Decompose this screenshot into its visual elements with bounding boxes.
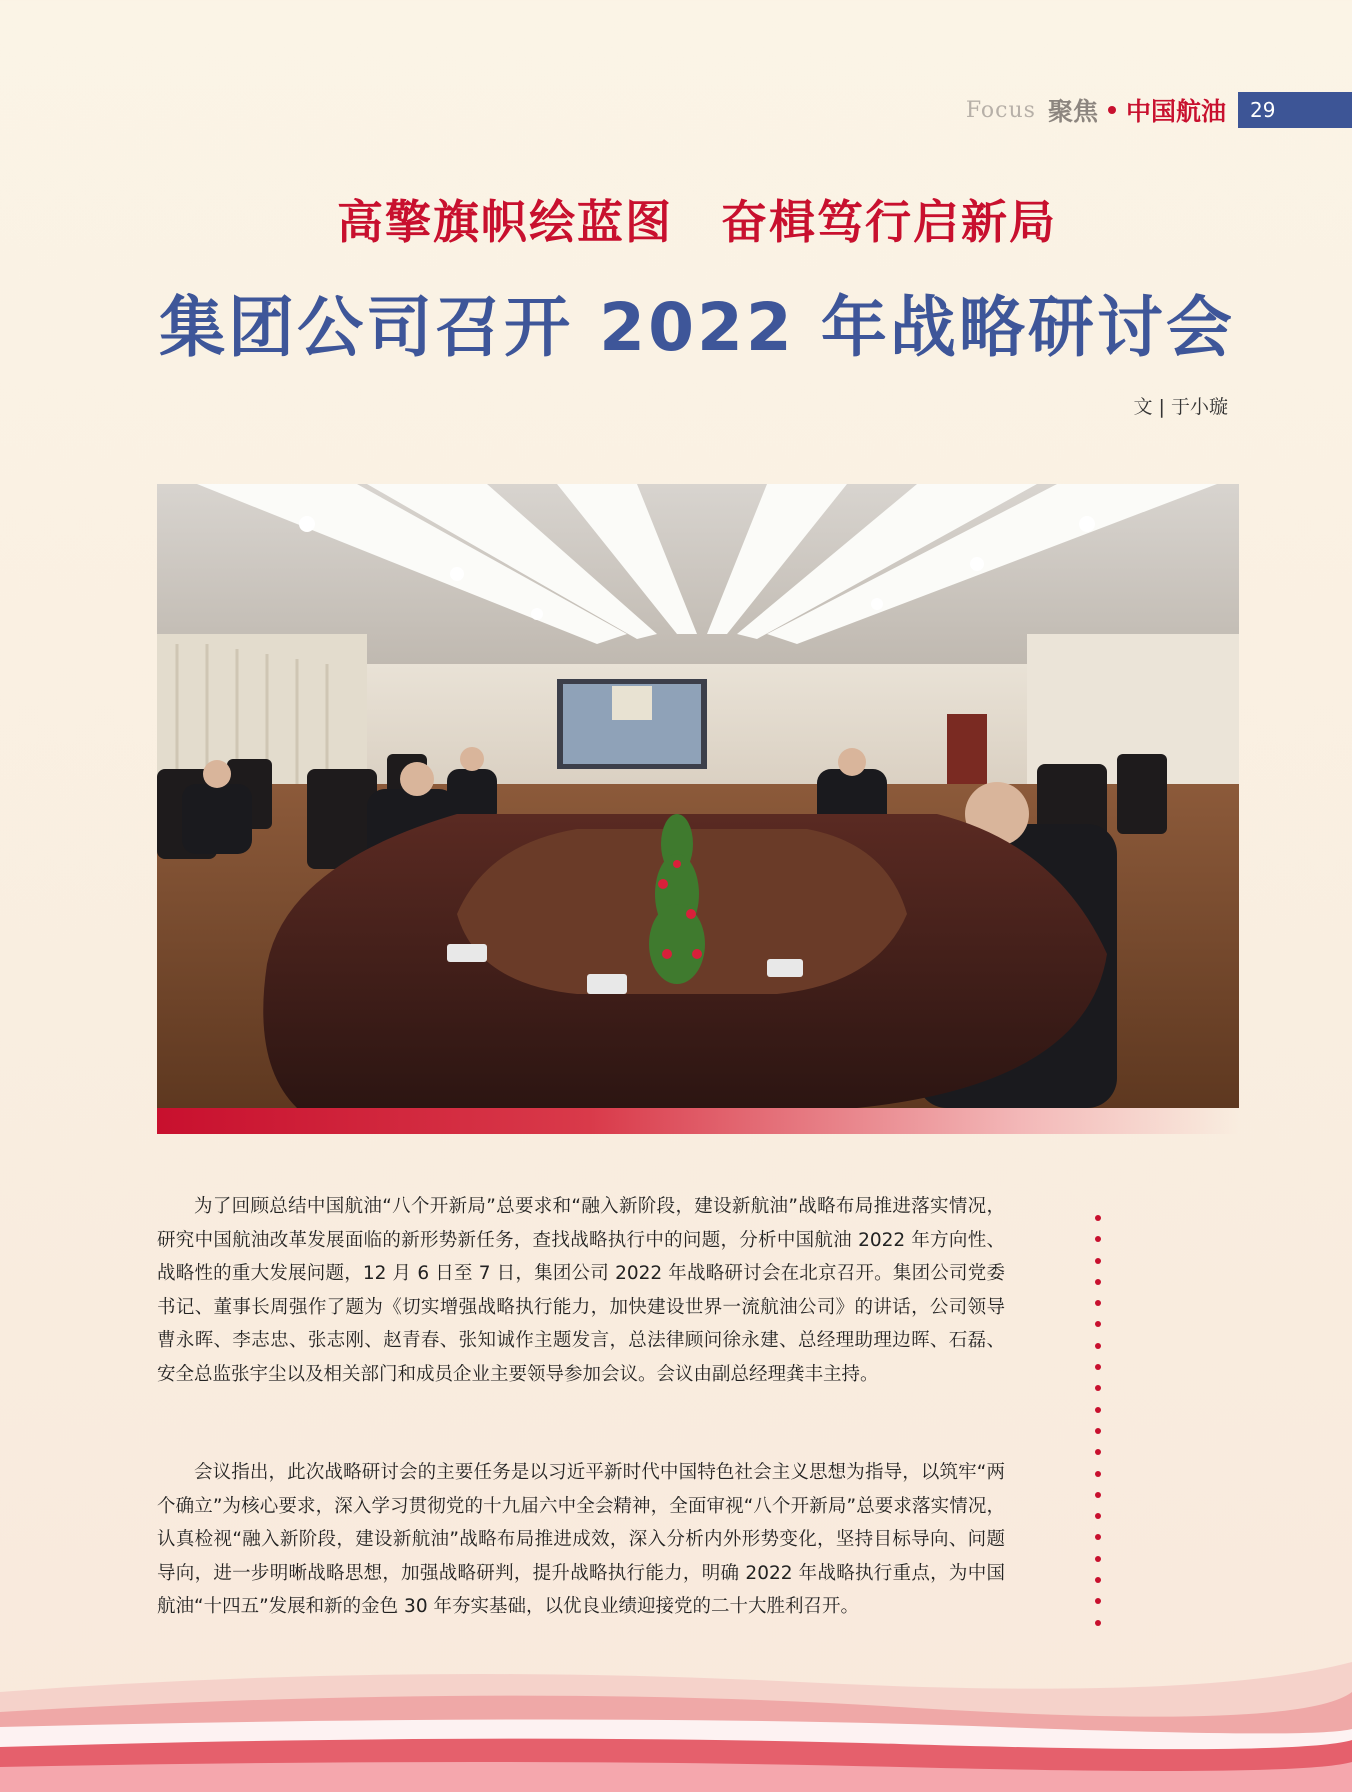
page-header: [966, 92, 1352, 128]
meeting-photo: [157, 484, 1239, 1108]
meeting-room-illustration: [157, 484, 1239, 1108]
article-paragraph-2: [157, 1456, 1005, 1624]
header-section-label: 聚焦: [1047, 97, 1098, 126]
paragraph-text: 会议指出，此次战略研讨会的主要任务是以习近平新时代中国特色社会主义思想为指导，以筑牢“两个确立”为核心要求，深入学习贯彻党的十九届六中全会精神，全面审视“八个开新局”总要求落实情况，认真检视“融入新阶段，建设新航油”战略布局推进成效，深入分析内外形势变化，坚持目标导向、问题导向，进一步明晰战略思想，加强战略研判，提升战略执行能力，明确 2022 年战略执行重点，为中国航油“十四五”发展和新的金色 30 年夯实基础，以优良业绩迎接党的二十大胜利召开。: [157, 1462, 1005, 1617]
page-number: 29: [1238, 92, 1352, 128]
header-separator-dot: [1108, 106, 1116, 114]
decorative-dotted-line: [1095, 1215, 1103, 1641]
article-title: 集团公司召开 2022 年战略研讨会: [159, 289, 1235, 366]
paragraph-text: 为了回顾总结中国航油“八个开新局”总要求和“融入新阶段，建设新航油”战略布局推进落实情况，研究中国航油改革发展面临的新形势新任务，查找战略执行中的问题，分析中国航油 2022 年方向性、战略性的重大发展问题，12 月 6 日至 7 日，集团公司 2022 年战略研讨会在北京召开。集团公司党委书记、董事长周强作了题为《切实增强战略执行能力，加快建设世界一流航油公司》的讲话，公司领导曹永晖、李志忠、张志刚、赵青春、张知诚作主题发言，总法律顾问徐永建、总经理助理边晖、石磊、安全总监张宇尘以及相关部门和成员企业主要领导参加会议。会议由副总经理龚丰主持。: [157, 1196, 1005, 1385]
article-subtitle: 高擎旗帜绘蓝图 奋楫笃行启新局: [337, 195, 1057, 249]
article-author: 文 | 于小璇: [1133, 396, 1228, 418]
decorative-footer-waves: [0, 1622, 1352, 1792]
header-brand-label: 中国航油: [1125, 97, 1226, 126]
header-focus-label: Focus: [965, 97, 1036, 123]
article-paragraph-1: [157, 1190, 1005, 1391]
photo-caption-bar: [157, 1108, 1239, 1134]
